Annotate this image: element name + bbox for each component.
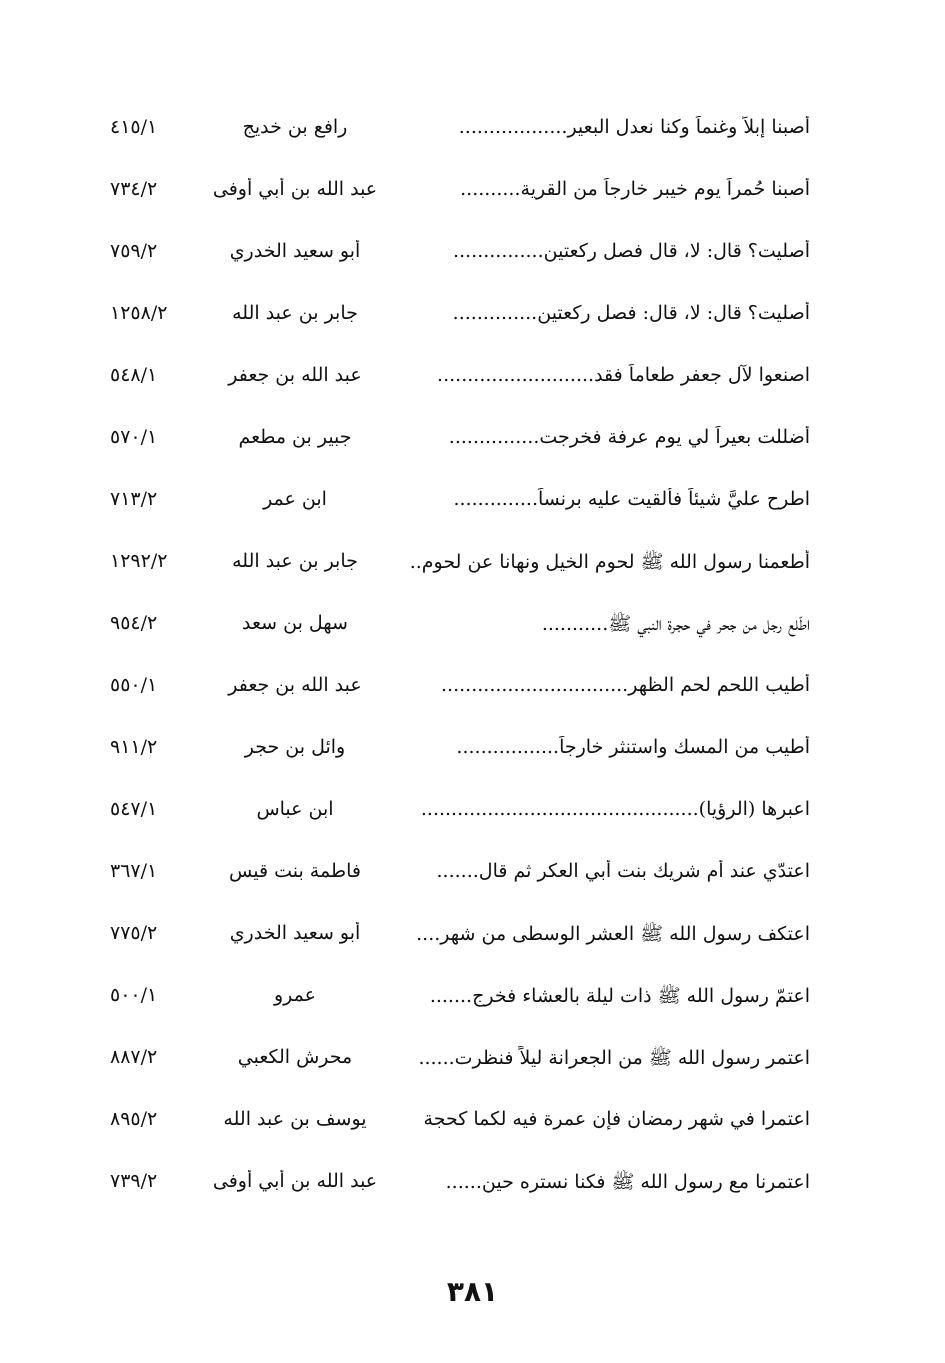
hadith-text: اصنعوا لآل جعفر طعاماً فقد..........................	[437, 364, 810, 386]
hadith-text: اعتمرا في شهر رمضان فإن عمرة فيه لكما كحجة	[423, 1108, 810, 1130]
narrator-name: ابن عباس	[256, 798, 334, 820]
volume-page-ref: ٤١٥/١	[110, 116, 158, 138]
narrator-name: جابر بن عبد الله	[232, 550, 358, 572]
narrator-name: وائل بن حجر	[244, 736, 346, 758]
index-entry	[110, 906, 810, 968]
index-entry	[110, 162, 810, 224]
narrator-name: فاطمة بنت قيس	[229, 860, 361, 882]
volume-page-ref: ٧٧٥/٢	[110, 922, 158, 944]
narrator-name: عمرو	[274, 984, 316, 1006]
index-entry	[110, 410, 810, 472]
hadith-text: اعبرها (الرؤيا)..............................................	[420, 798, 810, 820]
narrator-name: جابر بن عبد الله	[232, 302, 358, 324]
volume-page-ref: ٩١١/٢	[110, 736, 158, 758]
index-entry	[110, 596, 810, 658]
index-entry	[110, 844, 810, 906]
volume-page-ref: ٨٨٧/٢	[110, 1046, 158, 1068]
narrator-name: عبد الله بن أبي أوفى	[212, 178, 378, 200]
narrator-name: محرش الكعبي	[237, 1046, 353, 1068]
hadith-text: أصليت؟ قال: لا، قال: فصل ركعتين..............	[452, 302, 810, 324]
hadith-text: اعتمرنا مع رسول الله ﷺ فكنا نستره حين......	[445, 1171, 810, 1193]
narrator-name: سهل بن سعد	[242, 612, 348, 634]
hadith-text: أطيب اللحم لحم الظهر...............................	[441, 674, 810, 696]
hadith-text: اطرح عليَّ شيئاً فألقيت عليه برنساً..............	[453, 488, 810, 510]
index-entry	[110, 968, 810, 1030]
index-entry	[110, 224, 810, 286]
volume-page-ref: ٨٩٥/٢	[110, 1108, 158, 1130]
volume-page-ref: ٩٥٤/٢	[110, 612, 158, 634]
narrator-name: ابن عمر	[263, 488, 327, 510]
volume-page-ref: ٣٦٧/١	[110, 860, 158, 882]
narrator-name: جبير بن مطعم	[238, 426, 352, 448]
narrator-name: أبو سعيد الخدري	[229, 922, 361, 944]
hadith-text: أصبنا حُمراً يوم خيبر خارجاً من القرية..........	[460, 178, 810, 200]
volume-page-ref: ٧٥٩/٢	[110, 240, 158, 262]
index-entry	[110, 286, 810, 348]
index-entry	[110, 782, 810, 844]
volume-page-ref: ٥٠٠/١	[110, 984, 158, 1006]
index-entry	[110, 1092, 810, 1154]
narrator-name: رافع بن خديج	[242, 116, 348, 138]
hadith-text: أضللت بعيراً لي يوم عرفة فخرجت...............	[448, 426, 810, 448]
hadith-index-list	[110, 100, 810, 1216]
index-entry	[110, 534, 810, 596]
volume-page-ref: ٥٥٠/١	[110, 674, 158, 696]
narrator-name: أبو سعيد الخدري	[229, 240, 361, 262]
volume-page-ref: ٧٣٩/٢	[110, 1170, 158, 1192]
index-entry	[110, 1030, 810, 1092]
page-number: ٣٨١	[446, 1275, 499, 1308]
narrator-name: عبد الله بن أبي أوفى	[212, 1170, 378, 1192]
index-entry	[110, 720, 810, 782]
index-entry	[110, 472, 810, 534]
volume-page-ref: ١٢٩٢/٢	[110, 550, 168, 572]
volume-page-ref: ٧٣٤/٢	[110, 178, 158, 200]
index-entry	[110, 1154, 810, 1216]
volume-page-ref: ٥٧٠/١	[110, 426, 158, 448]
index-entry	[110, 348, 810, 410]
hadith-text: أطعمنا رسول الله ﷺ لحوم الخيل ونهانا عن لحوم..	[409, 551, 810, 573]
hadith-text: أصبنا إبلاً وغنماً وكنا نعدل البعير..................	[458, 116, 810, 138]
hadith-text: اطّلع رجل من جحر في حجرة النبي ﷺ...........	[541, 613, 810, 635]
index-entry	[110, 100, 810, 162]
hadith-text: أطيب من المسك واستنثر خارجاً.................	[456, 736, 810, 758]
volume-page-ref: ١٢٥٨/٢	[110, 302, 168, 324]
hadith-text: اعتدّي عند أم شريك بنت أبي العكر ثم قال.......	[436, 860, 810, 882]
hadith-text: أصليت؟ قال: لا، قال فصل ركعتين...............	[453, 240, 810, 262]
narrator-name: يوسف بن عبد الله	[223, 1108, 367, 1130]
volume-page-ref: ٧١٣/٢	[110, 488, 158, 510]
narrator-name: عبد الله بن جعفر	[228, 364, 362, 386]
narrator-name: عبد الله بن جعفر	[228, 674, 362, 696]
index-entry	[110, 658, 810, 720]
hadith-text: اعتمّ رسول الله ﷺ ذات ليلة بالعشاء فخرج.......	[429, 985, 810, 1007]
volume-page-ref: ٥٤٧/١	[110, 798, 158, 820]
hadith-text: اعتكف رسول الله ﷺ العشر الوسطى من شهر....	[416, 923, 810, 945]
volume-page-ref: ٥٤٨/١	[110, 364, 158, 386]
hadith-text: اعتمر رسول الله ﷺ من الجعرانة ليلاً فنظرت......	[418, 1047, 810, 1069]
